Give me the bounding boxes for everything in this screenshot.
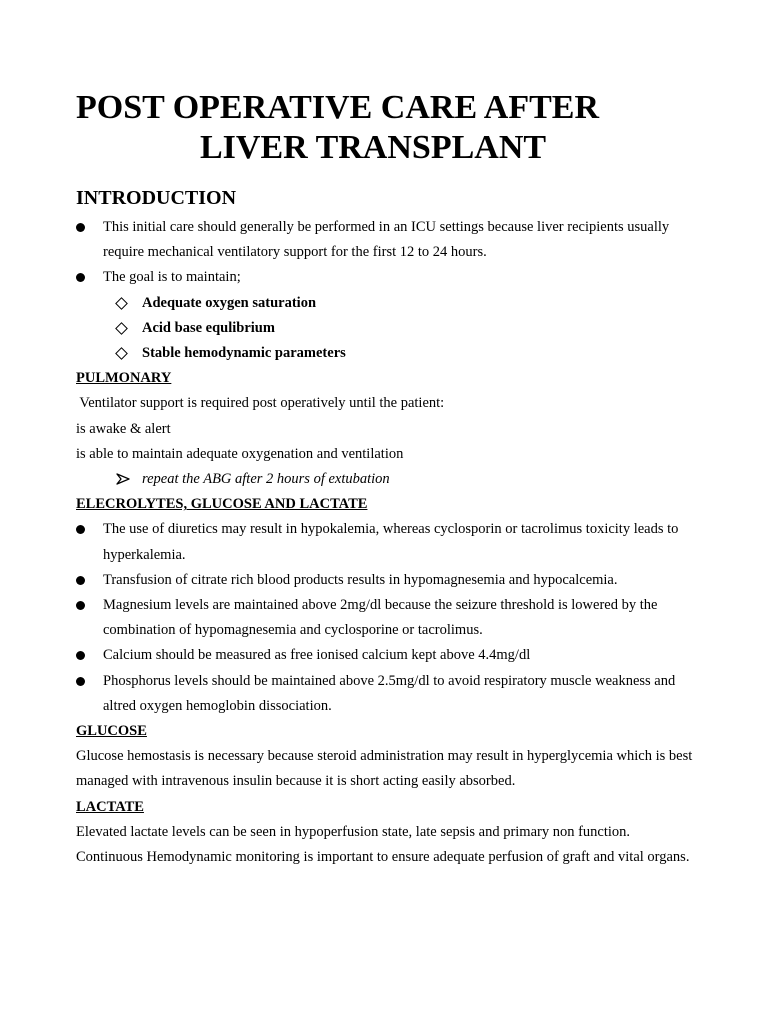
bullet-dot-icon [76, 601, 85, 610]
bullet-dot-icon [76, 677, 85, 686]
pulmonary-arrow-item [76, 467, 696, 492]
pulmonary-line-1: Ventilator support is required post operatively until the patient: [76, 395, 445, 412]
bullet-text: Transfusion of citrate rich blood products results in hypomagnesemia and hypocalcemia. [103, 571, 618, 588]
goal-item-3 [76, 341, 696, 366]
title-line-2: LIVER TRANSPLANT [200, 129, 547, 166]
title-line-1: POST OPERATIVE CARE AFTER [76, 89, 599, 126]
diamond-bullet-icon [115, 297, 128, 310]
bullet-dot-icon [76, 651, 85, 660]
goal-text: Stable hemodynamic parameters [142, 345, 346, 362]
electrolytes-bullet-1 [76, 517, 696, 567]
bullet-dot-icon [76, 576, 85, 585]
goal-text: Adequate oxygen saturation [142, 294, 317, 311]
bullet-text: This initial care should generally be performed in an ICU settings because liver recipients usually require mechanical ventilatory support for the first 12 to 24 hours. [103, 219, 670, 261]
bullet-dot-icon [76, 525, 85, 534]
arrowhead-bullet-icon [116, 473, 130, 485]
electrolytes-bullet-3 [76, 593, 696, 643]
bullet-dot-icon [76, 273, 85, 282]
introduction-bullet-1 [76, 215, 696, 265]
bullet-text: Calcium should be measured as free ionised calcium kept above 4.4mg/dl [103, 647, 531, 664]
pulmonary-line-2: is awake & alert [76, 420, 171, 437]
introduction-bullet-2 [76, 265, 696, 290]
bullet-text: The goal is to maintain; [103, 269, 241, 286]
lactate-line-1: Elevated lactate levels can be seen in hypoperfusion state, late sepsis and primary non function. [76, 823, 631, 840]
diamond-bullet-icon [115, 322, 128, 335]
bullet-dot-icon [76, 223, 85, 232]
glucose-heading: GLUCOSE [76, 723, 147, 740]
lactate-heading: LACTATE [76, 798, 144, 815]
goal-item-2 [76, 316, 696, 341]
glucose-paragraph: Glucose hemostasis is necessary because steroid administration may result in hyperglycemia which is best managed with intravenous insulin because it is short acting easily absorbed. [76, 748, 693, 790]
bullet-text: Phosphorus levels should be maintained above 2.5mg/dl to avoid respiratory muscle weakness and altred oxygen hemoglobin dissociation. [103, 672, 676, 714]
pulmonary-heading: PULMONARY [76, 370, 172, 387]
goal-item-1 [76, 291, 696, 316]
bullet-text: The use of diuretics may result in hypokalemia, whereas cyclosporin or tacrolimus toxicity leads to hyperkalemia. [103, 521, 679, 563]
document-page [76, 88, 696, 870]
lactate-line-2: Continuous Hemodynamic monitoring is important to ensure adequate perfusion of graft and vital organs. [76, 849, 690, 866]
electrolytes-bullet-5 [76, 669, 696, 719]
bullet-text: Magnesium levels are maintained above 2mg/dl because the seizure threshold is lowered by the combination of hypomagnesemia and cyclosporine or tacrolimus. [103, 597, 658, 639]
goal-text: Acid base equlibrium [142, 319, 275, 336]
electrolytes-bullet-4 [76, 643, 696, 668]
document-title [76, 88, 696, 168]
electrolytes-heading: ELECROLYTES, GLUCOSE AND LACTATE [76, 496, 368, 513]
electrolytes-bullet-2 [76, 568, 696, 593]
introduction-heading: INTRODUCTION [76, 187, 237, 209]
pulmonary-line-3: is able to maintain adequate oxygenation and ventilation [76, 445, 404, 462]
diamond-bullet-icon [115, 347, 128, 360]
arrow-item-text: repeat the ABG after 2 hours of extubation [142, 471, 390, 488]
